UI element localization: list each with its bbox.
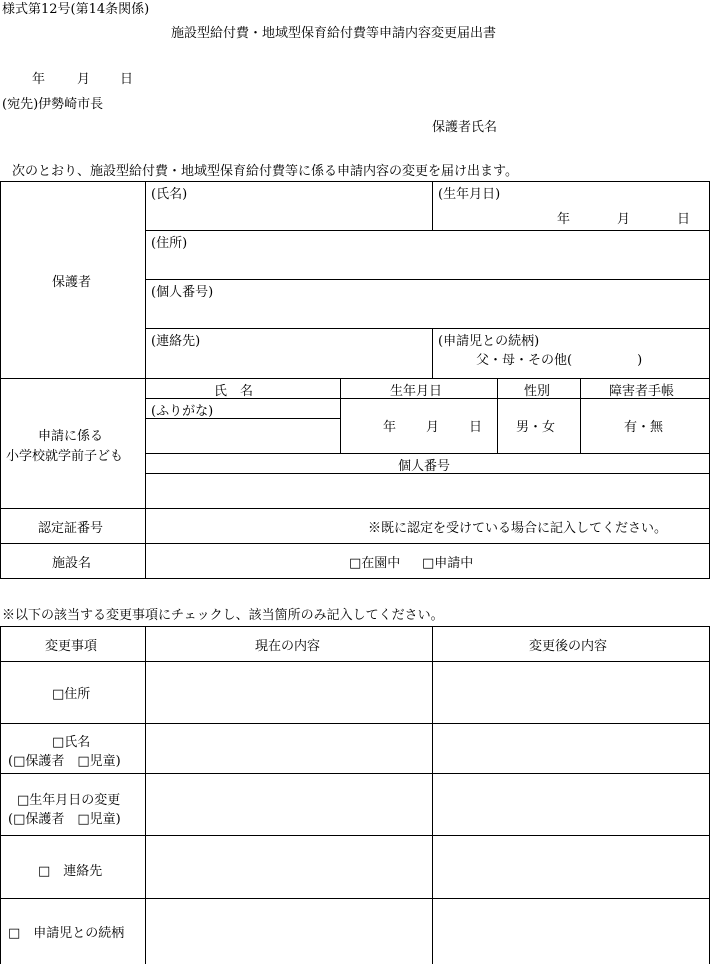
change-contact-checkbox[interactable]: □ 連絡先 (38, 864, 103, 879)
child-col-birth: 生年月日 (390, 384, 443, 399)
date-day: 日 (120, 72, 134, 87)
changes-instruction: ※以下の該当する変更事項にチェックし、該当箇所のみ記入してください。 (2, 608, 444, 623)
certification-note: ※既に認定を受けている場合に記入してください。 (368, 521, 668, 536)
change-address-checkbox[interactable]: □住所 (52, 687, 91, 702)
guardian-section-label: 保護者 (52, 275, 92, 290)
certification-label: 認定証番号 (38, 521, 104, 536)
changes-col-item: 変更事項 (45, 639, 98, 654)
intro-text: 次のとおり、施設型給付費・地域型保育給付費等に係る申請内容の変更を届け出ます。 (12, 164, 518, 179)
guardian-relation-field[interactable]: (申請児との続柄) (438, 334, 540, 349)
guardian-birth-month: 月 (617, 212, 631, 227)
guardian-relation-options: 父・母・その他( ) (476, 353, 643, 368)
child-id-number-label: 個人番号 (398, 459, 451, 474)
guardian-name-label: 保護者氏名 (432, 120, 498, 135)
changes-col-new: 変更後の内容 (529, 639, 608, 654)
change-name-checkbox[interactable]: □氏名 (52, 735, 91, 750)
child-birth-year: 年 (383, 420, 397, 435)
facility-applying-checkbox[interactable]: □申請中 (422, 556, 474, 571)
facility-enrolled-checkbox[interactable]: □在園中 (349, 556, 401, 571)
guardian-name-field[interactable]: (氏名) (151, 187, 188, 202)
child-section-label-2: 小学校就学前子ども (6, 449, 124, 464)
child-sex-options[interactable]: 男・女 (516, 420, 556, 435)
addressee: (宛先)伊勢崎市長 (2, 97, 104, 112)
guardian-birth-field[interactable]: (生年月日) (438, 187, 501, 202)
guardian-address-field[interactable]: (住所) (151, 236, 188, 251)
form-number: 様式第12号(第14条関係) (2, 2, 150, 17)
child-disability-options[interactable]: 有・無 (624, 420, 664, 435)
date-year: 年 (32, 72, 46, 87)
child-section-label-1: 申請に係る (38, 429, 104, 444)
changes-col-current: 現在の内容 (255, 639, 321, 654)
guardian-contact-field[interactable]: (連絡先) (151, 334, 201, 349)
change-birth-checkbox[interactable]: □生年月日の変更 (17, 793, 121, 808)
child-birth-day: 日 (469, 420, 483, 435)
facility-label: 施設名 (52, 556, 92, 571)
child-col-name: 氏 名 (214, 384, 254, 399)
child-col-disability: 障害者手帳 (609, 384, 675, 399)
child-col-sex: 性別 (524, 384, 551, 399)
change-birth-target[interactable]: (□保護者 □児童) (8, 812, 121, 827)
child-furigana-field[interactable]: (ふりがな) (151, 404, 214, 419)
change-relation-checkbox[interactable]: □ 申請児との続柄 (8, 926, 125, 941)
guardian-id-number-field[interactable]: (個人番号) (151, 285, 214, 300)
child-birth-month: 月 (426, 420, 440, 435)
form-title: 施設型給付費・地域型保育給付費等申請内容変更届出書 (171, 26, 497, 41)
guardian-birth-day: 日 (677, 212, 691, 227)
guardian-birth-year: 年 (557, 212, 571, 227)
date-month: 月 (77, 72, 91, 87)
change-name-target[interactable]: (□保護者 □児童) (8, 754, 121, 769)
